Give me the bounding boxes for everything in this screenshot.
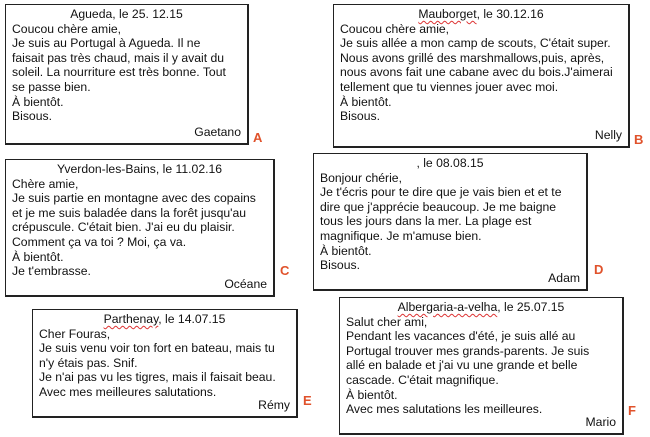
letter-line: Chère amie,	[12, 176, 79, 191]
date-separator: , le	[158, 312, 178, 326]
letter-header	[340, 7, 622, 22]
card-label-b: B	[634, 132, 644, 147]
letter-line: tous les jours dans la mer. La plage est	[320, 214, 532, 229]
letter-line: À bientôt.	[12, 249, 64, 264]
letter-line: Coucou chère amie,	[12, 21, 122, 36]
place-name: Albergaria-a-velha	[397, 300, 498, 314]
letter-card-e	[32, 309, 298, 418]
letter-line: Pendant les vacances d'été, je suis allé au	[346, 329, 576, 344]
signature: Nelly	[594, 128, 622, 143]
card-label-a: A	[253, 130, 263, 145]
letter-line: Cher Fouras,	[39, 326, 111, 341]
letter-line: Nous avons grillé des marshmallows,puis, après,	[340, 50, 605, 65]
letter-line: Comment ça va toi ? Moi, ça va.	[12, 234, 187, 249]
date: 14.07.15	[177, 312, 226, 326]
place-name: Yverdon-les-Bains	[56, 162, 156, 176]
date-separator: , le	[155, 162, 176, 176]
letter-line: soleil. La nourriture est très bonne. Tout	[12, 65, 226, 80]
date-separator: , le	[497, 300, 517, 314]
place-name: Mauborget	[418, 7, 477, 21]
letter-line: À bientôt.	[340, 94, 392, 109]
signature: Rémy	[258, 398, 290, 413]
place-name: Parthenay	[103, 312, 159, 326]
letter-line: tellement que tu viennes jouer avec moi.	[340, 79, 559, 94]
letter-line: et je me suis baladée dans la forêt jusqu'au	[12, 205, 247, 220]
letter-header	[346, 300, 616, 315]
signature: Gaetano	[194, 125, 241, 140]
letter-line: Coucou chère amie,	[340, 21, 450, 36]
letter-line: Je suis partie en montagne avec des copains	[12, 191, 256, 206]
letter-line: Bisous.	[340, 109, 380, 124]
letter-card-d	[313, 153, 588, 291]
signature: Océane	[224, 277, 267, 292]
letter-line: Je suis au Portugal à Agueda. Il ne	[12, 36, 201, 51]
letter-line: n'y étais pas. Snif.	[39, 355, 138, 370]
letter-line: allé en balade et j'ai vu une grande et belle	[346, 358, 578, 373]
letter-line: crépuscule. C'était bien. J'ai eu du plaisir.	[12, 220, 235, 235]
letter-line: Bonjour chérie,	[320, 170, 402, 185]
letter-card-c	[5, 159, 275, 297]
letter-line: Je t'embrasse.	[12, 264, 91, 279]
letter-card-f	[339, 297, 624, 435]
letter-line: Portugal trouver mes grands-parents. Je suis	[346, 343, 590, 358]
letter-line: À bientôt.	[346, 387, 398, 402]
letter-card-b	[333, 4, 630, 148]
letter-line: À bientôt.	[320, 243, 372, 258]
letter-line: Salut cher ami,	[346, 314, 428, 329]
signature: Adam	[548, 271, 580, 286]
letter-line: Bisous.	[12, 109, 52, 124]
letter-line: nous avons fait une cabane avec du bois.J'aimerai	[340, 65, 613, 80]
letter-card-a	[5, 4, 249, 145]
date: 25.07.15	[516, 300, 565, 314]
date: 25. 12.15	[131, 7, 183, 21]
letter-line: Avec mes salutations les meilleures.	[346, 402, 543, 417]
letter-header	[320, 156, 580, 171]
letter-line: faisait pas très chaud, mais il y avait du	[12, 50, 225, 65]
letter-line: Je suis allée a mon camp de scouts, C'était super.	[340, 36, 611, 51]
date-separator: , le	[476, 7, 497, 21]
card-label-f: F	[628, 403, 636, 418]
letter-line: Bisous.	[320, 258, 360, 273]
letter-line: dire que j'apprécie beaucoup. Je me baigne	[320, 199, 557, 214]
letter-header	[12, 7, 241, 22]
card-label-d: D	[594, 262, 604, 277]
date-separator: , le	[416, 156, 437, 170]
letter-header	[12, 162, 267, 177]
letter-line: se passe bien.	[12, 79, 91, 94]
letter-line: cascade. C'était magnifique.	[346, 372, 499, 387]
signature: Mario	[585, 415, 616, 430]
letter-line: Je suis venu voir ton fort en bateau, mais tu	[39, 341, 275, 356]
place-name: Agueda	[70, 7, 113, 21]
date: 08.08.15	[436, 156, 484, 170]
date: 11.02.16	[175, 162, 223, 176]
letter-line: À bientôt.	[12, 94, 64, 109]
letter-line: magnifique. Je m'amuse bien.	[320, 228, 482, 243]
letter-line: Je t'écris pour te dire que je vais bien et et te	[320, 185, 562, 200]
card-label-e: E	[303, 393, 312, 408]
date: 30.12.16	[496, 7, 544, 21]
date-separator: , le	[112, 7, 132, 21]
card-label-c: C	[280, 263, 290, 278]
letter-line: Avec mes meilleures salutations.	[39, 384, 217, 399]
letter-header	[39, 312, 290, 327]
letter-line: Je n'ai pas vu les tigres, mais il faisait beau.	[39, 370, 276, 385]
